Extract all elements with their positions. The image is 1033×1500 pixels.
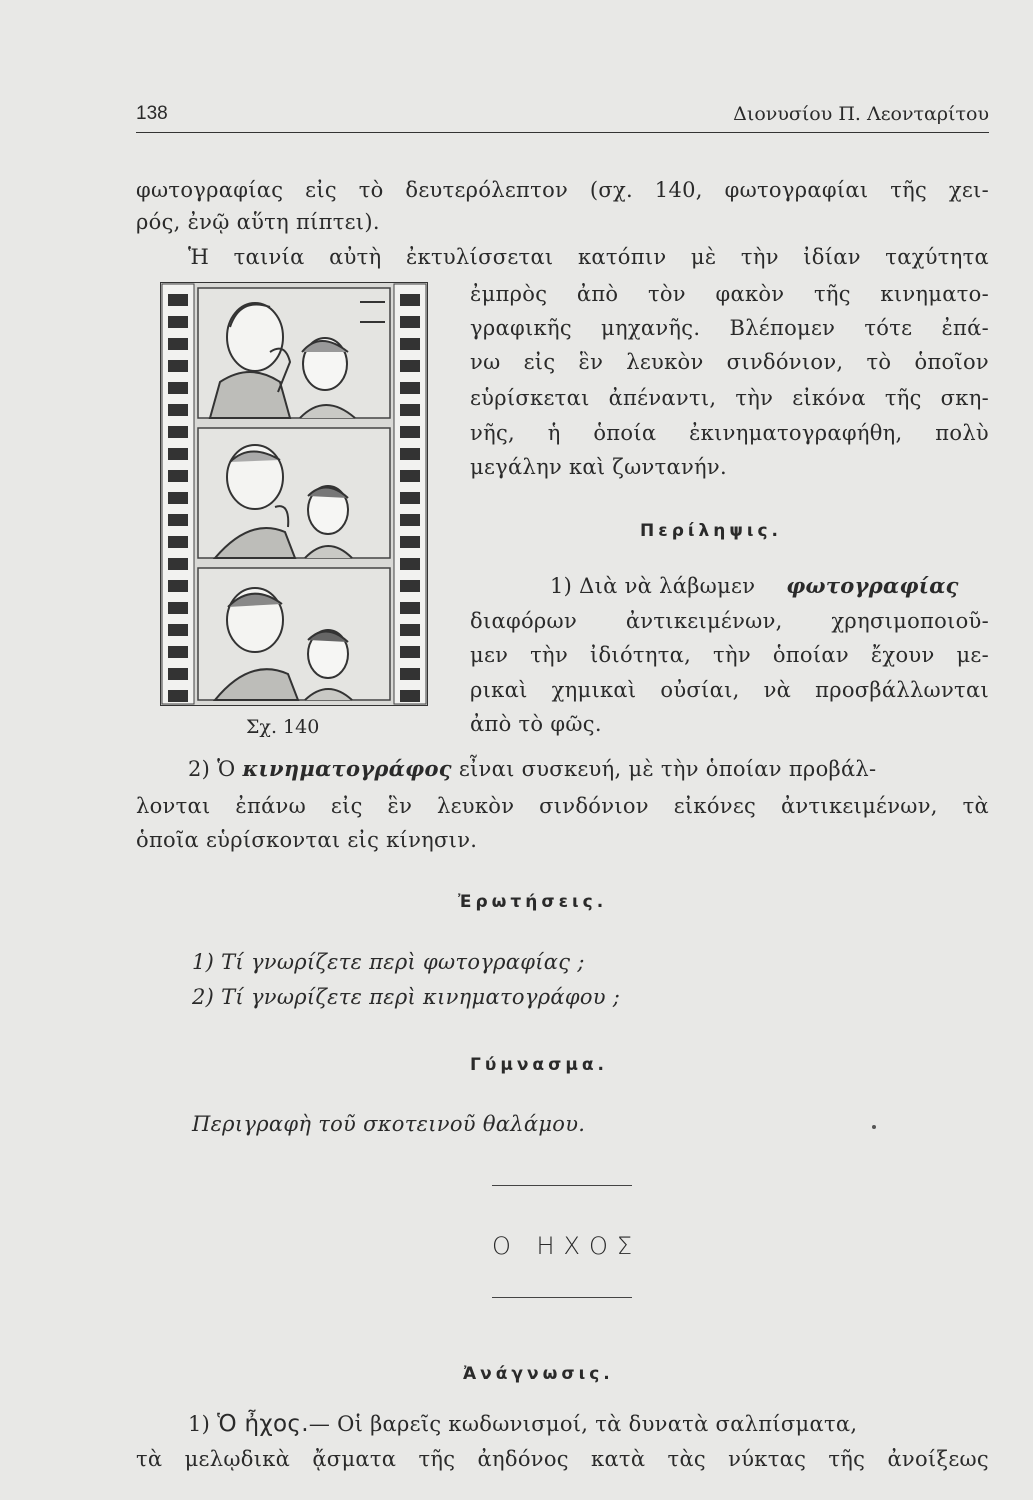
body-line: διαφόρων ἀντικειμένων, χρησιμοποιοῦ- [470, 609, 989, 633]
body-line: ρός, ἐνῷ αὕτη πίπτει). [136, 210, 380, 234]
sprocket-hole [168, 426, 188, 438]
sprocket-hole [168, 382, 188, 394]
sprocket-hole [168, 558, 188, 570]
question-item: 1) Τί γνωρίζετε περὶ φωτογραφίας ; [192, 950, 585, 974]
sprocket-hole [400, 470, 420, 482]
body-line: μεν τὴν ἰδιότητα, τὴν ὁποίαν ἔχουν με- [470, 643, 989, 667]
body-line: ἀπὸ τὸ φῶς. [470, 712, 602, 736]
body-line: τὰ μελῳδικὰ ᾄσματα τῆς ἀηδόνος κατὰ τὰς νύκτας τῆς ἀνοίξεως [136, 1447, 989, 1471]
exercise-heading: Γύμνασμα. [470, 1055, 608, 1075]
sprocket-hole [168, 492, 188, 504]
section-rule-bottom [492, 1297, 632, 1298]
summary-term-photography: φωτογραφίας [786, 573, 959, 598]
body-line: εὑρίσκεται ἀπέναντι, τὴν εἰκόνα τῆς σκη- [470, 386, 989, 410]
ink-speck [872, 1125, 876, 1129]
reading-item-number: 1) [188, 1412, 218, 1436]
film-strip-illustration [160, 282, 428, 706]
sprocket-hole [168, 668, 188, 680]
section-rule-top [492, 1185, 632, 1186]
reading-heading: Ἀνάγνωσις. [463, 1364, 614, 1384]
sprocket-hole [400, 426, 420, 438]
sprocket-hole [400, 690, 420, 702]
reading-first-line [188, 1410, 989, 1438]
sprocket-hole [400, 382, 420, 394]
film-strip-icon [160, 282, 428, 706]
body-line: γραφικῆς μηχανῆς. Βλέπομεν τότε ἐπά- [470, 316, 989, 340]
sprocket-hole [168, 404, 188, 416]
sprocket-hole [400, 668, 420, 680]
sprocket-hole [168, 316, 188, 328]
question-item: 2) Τί γνωρίζετε περὶ κινηματογράφου ; [192, 985, 621, 1009]
sprocket-hole [168, 470, 188, 482]
sprocket-hole [400, 536, 420, 548]
sprocket-hole [168, 602, 188, 614]
sprocket-hole [400, 316, 420, 328]
body-line: Ἡ ταινία αὐτὴ ἐκτυλίσσεται κατόπιν μὲ τὴν ἰδίαν ταχύτητα [188, 245, 989, 269]
sprocket-hole [168, 514, 188, 526]
exercise-text: Περιγραφὴ τοῦ σκοτεινοῦ θαλάμου. [192, 1112, 586, 1136]
sprocket-hole [168, 294, 188, 306]
body-line: μεγάλην καὶ ζωντανήν. [470, 455, 727, 479]
body-line: φωτογραφίας εἰς τὸ δευτερόλεπτον (σχ. 140, φωτογραφίαι τῆς χει- [136, 178, 989, 202]
sprocket-hole [400, 514, 420, 526]
header-rule [136, 132, 989, 133]
sprocket-hole [168, 624, 188, 636]
sprocket-hole [168, 580, 188, 592]
summary-heading: Περίληψις. [640, 521, 782, 541]
summary-item-2-first-line [188, 755, 989, 783]
sprocket-hole [400, 492, 420, 504]
summary-item-2-rest: εἶναι συσκευή, μὲ τὴν ὁποίαν προβάλ- [451, 757, 877, 781]
sprocket-hole [168, 338, 188, 350]
sprocket-hole [168, 448, 188, 460]
page-number: 138 [136, 103, 168, 124]
sprocket-hole [400, 602, 420, 614]
summary-item-1-prefix: 1) Διὰ νὰ λάβωμεν [550, 574, 763, 598]
sprocket-hole [168, 536, 188, 548]
figure-caption: Σχ. 140 [246, 716, 320, 738]
summary-item-2-prefix: 2) Ὁ [188, 757, 243, 781]
body-line: ὁποῖα εὑρίσκονται εἰς κίνησιν. [136, 828, 478, 852]
sprocket-hole [400, 448, 420, 460]
sprocket-hole [400, 624, 420, 636]
sprocket-hole [400, 646, 420, 658]
summary-term-cinematograph: κινηματογράφος [242, 756, 452, 781]
sprocket-hole [168, 360, 188, 372]
summary-item-1-first-line [550, 572, 989, 600]
questions-heading: Ἐρωτήσεις. [458, 892, 608, 912]
sprocket-hole [400, 338, 420, 350]
sprocket-hole [400, 580, 420, 592]
sprocket-hole [400, 558, 420, 570]
body-line: λονται ἐπάνω εἰς ἓν λευκὸν σινδόνιον εἰκόνες ἀντικειμένων, τὰ [136, 794, 989, 818]
sprocket-hole [400, 360, 420, 372]
sprocket-hole [400, 404, 420, 416]
body-line: ρικαὶ χημικαὶ οὐσίαι, νὰ προσβάλλωνται [470, 678, 989, 702]
sprocket-hole [168, 646, 188, 658]
body-line: νῆς, ἡ ὁποία ἐκινηματογραφήθη, πολὺ [470, 421, 989, 445]
reading-term-sound: Ὁ ἦχος. [217, 1411, 309, 1437]
sprocket-hole [400, 294, 420, 306]
section-title: Ο ΗΧΟΣ [491, 1232, 642, 1260]
reading-first-line-rest: — Οἱ βαρεῖς κωδωνισμοί, τὰ δυνατὰ σαλπίσματα, [308, 1412, 858, 1436]
body-line: ἐμπρὸς ἀπὸ τὸν φακὸν τῆς κινηματο- [470, 282, 989, 306]
body-line: νω εἰς ἓν λευκὸν σινδόνιον, τὸ ὁποῖον [470, 350, 989, 374]
running-header-author: Διονυσίου Π. Λεονταρίτου [733, 103, 989, 125]
sprocket-hole [168, 690, 188, 702]
